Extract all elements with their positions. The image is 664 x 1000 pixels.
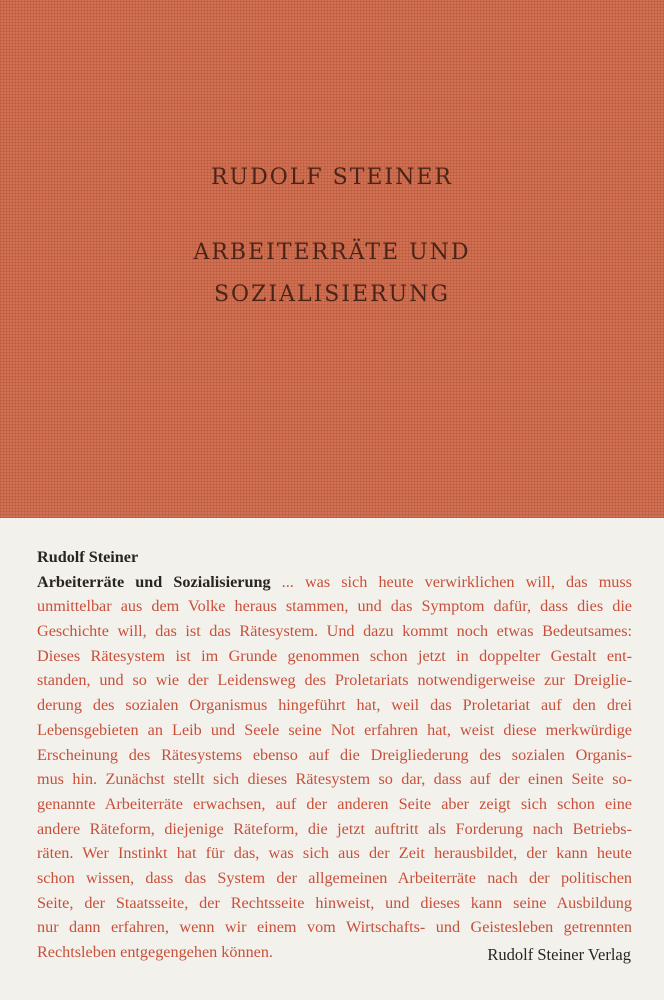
blurb-line: unmittelbar aus dem Volke heraus stammen, und das Symptom dafür, dass dies die xyxy=(37,597,632,616)
blurb-title: Arbeiterräte und Sozialisierung xyxy=(37,572,271,591)
blurb-line-last: Rechtsleben entgegengehen können. xyxy=(37,943,273,961)
blurb-line: genannte Arbeiterräte erwachsen, auf der anderen Seite aber zeigt sich schon eine xyxy=(37,794,632,813)
blurb-line: schon wissen, dass das System der allgemeinen Arbeiterräte nach der politischen xyxy=(37,868,632,887)
cover-title xyxy=(0,232,664,316)
blurb-line: nur dann erfahren, wenn wir einem vom Wirtschafts- und Geistesleben getrennten xyxy=(37,918,632,937)
blurb-line: Dieses Rätesystem ist im Grunde genommen schon jetzt in doppelter Gestalt ent- xyxy=(37,646,632,665)
blurb-text xyxy=(37,545,632,965)
blurb-line: andere Räteform, diejenige Räteform, die jetzt auftritt als Forderung nach Betriebs- xyxy=(37,819,632,838)
blurb-line: Lebensgebieten an Leib und Seele seine Not erfahren hat, weist diese merkwürdige xyxy=(37,720,632,739)
blurb-line: räten. Wer Instinkt hat für das, was sich aus der Zeit herausbildet, der kann heute xyxy=(37,844,632,863)
publisher-name: Rudolf Steiner Verlag xyxy=(487,945,631,964)
blurb-line: standen, und so wie der Leidensweg des Proletariats notwendigerweise zur Dreiglie- xyxy=(37,671,632,690)
blurb-line: Seite, der Staatsseite, der Rechtsseite hinweist, und dieses kann seine Ausbildung xyxy=(37,893,632,912)
cover-title-line-1: ARBEITERRÄTE UND xyxy=(193,240,471,265)
blurb-line: Geschichte will, das ist das Rätesystem. Und dazu kommt noch etwas Bedeutsames: xyxy=(37,622,632,641)
blurb-line: derung des sozialen Organismus hingeführt hat, weil das Proletariat auf den drei xyxy=(37,696,632,715)
blurb-line-1 xyxy=(37,570,632,595)
blurb-line: Erscheinung des Rätesystems ebenso auf die Dreigliederung des sozialen Organis- xyxy=(37,745,632,764)
cover-author: RUDOLF STEINER xyxy=(210,165,454,190)
cover-title-line-2: SOZIALISIERUNG xyxy=(213,282,451,307)
blurb-line: mus hin. Zunächst stellt sich dieses Rätesystem so dar, dass auf der einen Seite so- xyxy=(37,770,632,789)
blurb-author: Rudolf Steiner xyxy=(37,548,139,566)
blurb-line-1-text: ... was sich heute verwirklichen will, das muss xyxy=(270,572,632,591)
